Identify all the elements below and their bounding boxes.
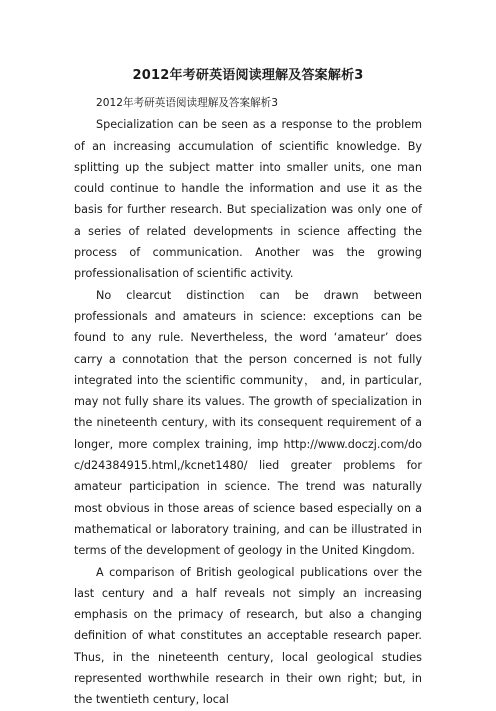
document-title: 2012年考研英语阅读理解及答案解析3 <box>132 68 364 83</box>
source-url-link[interactable]: http://www.doczj.com/doc/d24384915.html,/kcnet1480/ <box>74 437 422 473</box>
paragraph-3: A comparison of British geological publications over the last century and a half reveals not simply an increasing emphasis on the primacy of research, but also a changing definition of what constitutes an acceptable research paper. Thus, in the nineteenth century, local geological studies represented worthwhile research in their own right; but, in the twentieth century, local <box>74 565 422 707</box>
document-body <box>74 93 422 711</box>
paragraph-2-text: No clearcut distinction can be drawn between professionals and amateurs in science: exceptions can be found to any rule. Nevertheless, the word ‘amateur’ does carry a connotation that the person concerned is not fully integrated into the scientific community， and, in particular, may not fully share its values. The growth of specialization in the nineteenth century, with its consequent requirement of a longer, more complex training, <box>74 288 422 451</box>
document-subtitle: 2012年考研英语阅读理解及答案解析3 <box>96 97 279 109</box>
split-fragment-end: lied <box>258 459 280 473</box>
split-fragment-start: imp <box>257 437 279 451</box>
paragraph-1: Specialization can be seen as a response to the problem of an increasing accumulation of scientific knowledge. By splitting up the subject matter into smaller units, one man could continue to handle the information and use it as the basis for further research. But specialization was only one of a series of related developments in science affecting the process of communication. Another was the growing professionalisation of scientific activity. <box>74 118 422 281</box>
paragraph-2-continuation: greater problems for amateur participation in science. The trend was naturally most obvious in those areas of science based especially on a mathematical or laboratory training, and can be illustrated in terms of the development of geology in the United Kingdom. <box>74 459 422 558</box>
paragraph-2 <box>74 285 422 562</box>
